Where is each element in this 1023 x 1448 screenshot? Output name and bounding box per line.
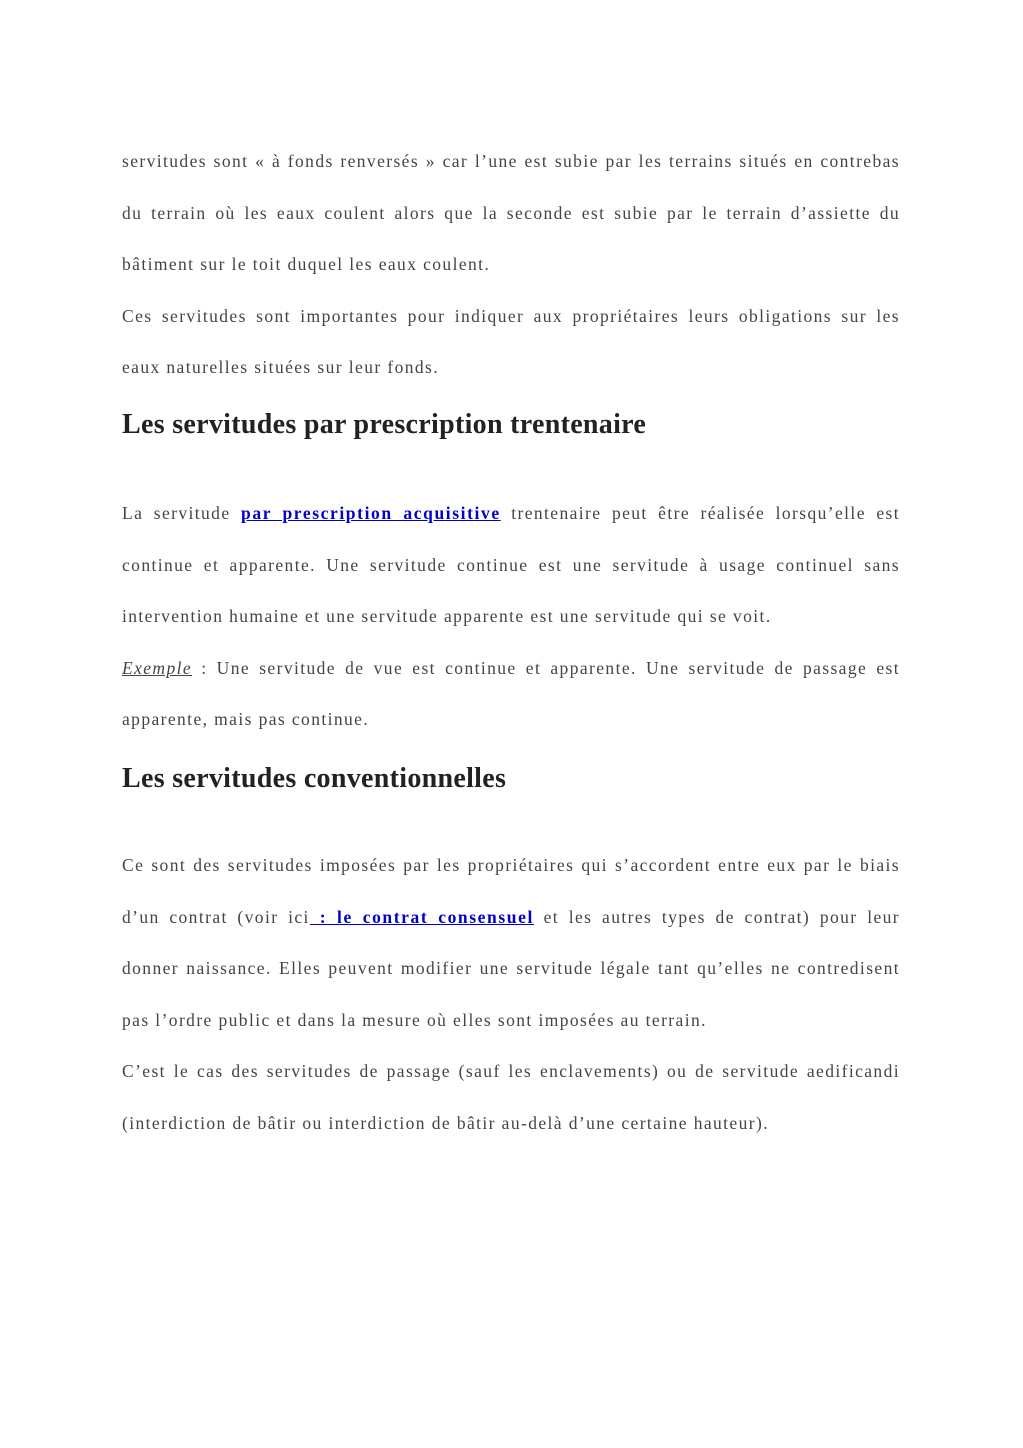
prescription-acquisitive-link[interactable]: par prescription acquisitive [241, 502, 501, 523]
intro-paragraph-1: servitudes sont « à fonds renversés » car l’une est subie par les terrains situés en contrebas du terrain où les eaux coulent alors que la seconde est subie par le terrain d’assiette du bâtiment sur le toit duquel les eaux coulent. [122, 151, 900, 275]
conventionnelles-paragraph-2: C’est le cas des servitudes de passage (sauf les enclavements) ou de servitude aedificandi (interdiction de bâtir ou interdiction de bâtir au-delà d’une certaine hauteur). [122, 1061, 900, 1133]
document-page [122, 136, 900, 1150]
conventionnelles-paragraph-1 [122, 840, 900, 1046]
conventionnelles-text-before: Ce sont des servitudes imposées par les propriétaires qui s’accordent entre eux par le biais d’un contrat (voir ici [122, 854, 900, 927]
prescription-paragraph [122, 488, 900, 643]
example-text: : Une servitude de vue est continue et apparente. Une servitude de passage est apparente, mais pas continue. [122, 657, 900, 730]
conventionnelles-text-after: et les autres types de contrat) pour leur donner naissance. Elles peuvent modifier une servitude légale tant qu’elles ne contredisent pas l’ordre public et dans la mesure où elles sont imposées au terrain. [122, 906, 900, 1030]
contrat-consensuel-link[interactable]: : le contrat consensuel [309, 906, 534, 927]
example-paragraph [122, 643, 900, 746]
example-label: Exemple [122, 657, 193, 678]
section-heading-conventionnelles: Les servitudes conventionnelles [122, 762, 507, 794]
prescription-text-after: trentenaire peut être réalisée lorsqu’elle est continue et apparente. Une servitude continue est une servitude à usage continuel sans intervention humaine et une servitude apparente est une servitude qui se voit. [122, 502, 900, 627]
prescription-text-before: La servitude [122, 502, 242, 523]
intro-paragraph-2: Ces servitudes sont importantes pour indiquer aux propriétaires leurs obligations sur les eaux naturelles situées sur leur fonds. [122, 305, 900, 378]
section-heading-prescription: Les servitudes par prescription trentenaire [122, 408, 647, 440]
